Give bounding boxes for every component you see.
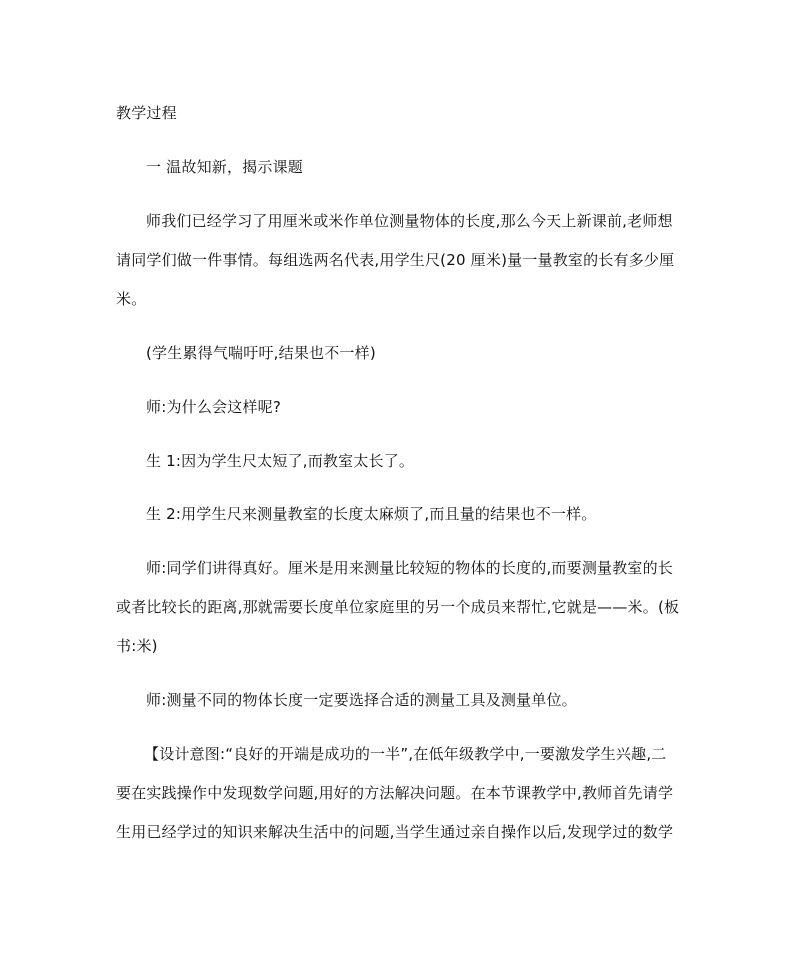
paragraph-line: 要在实践操作中发现数学问题,用好的方法解决问题。在本节课教学中,教师首先请学: [116, 784, 674, 802]
paragraph-line: 或者比较长的距离,那就需要长度单位家庭里的另一个成员来帮忙,它就是——米。(板: [116, 598, 680, 616]
paragraph: (学生累得气喘吁吁,结果也不一样): [146, 344, 376, 362]
paragraph-line: 【设计意图:“良好的开端是成功的一半”,在低年级教学中,一要激发学生兴趣,二: [144, 745, 667, 763]
heading: 教学过程: [116, 104, 177, 122]
paragraph-line: 书:米): [116, 637, 158, 655]
paragraph: 师:为什么会这样呢?: [146, 398, 282, 416]
paragraph-line: 师我们已经学习了用厘米或米作单位测量物体的长度,那么今天上新课前,老师想: [146, 212, 673, 230]
paragraph: 师:测量不同的物体长度一定要选择合适的测量工具及测量单位。: [146, 691, 577, 709]
paragraph-line: 米。: [116, 290, 147, 308]
paragraph-line: 请同学们做一件事情。每组选两名代表,用学生尺(20 厘米)量一量教室的长有多少厘: [116, 251, 675, 269]
paragraph-line: 生用已经学过的知识来解决生活中的问题,当学生通过亲自操作以后,发现学过的数学: [116, 823, 674, 841]
section-title: 一 温故知新，揭示课题: [146, 158, 303, 176]
paragraph: 生 2:用学生尺来测量教室的长度太麻烦了,而且量的结果也不一样。: [146, 505, 597, 523]
paragraph-line: 师:同学们讲得真好。厘米是用来测量比较短的物体的长度的,而要测量教室的长: [146, 559, 674, 577]
paragraph: 生 1:因为学生尺太短了,而教室太长了。: [146, 452, 415, 470]
